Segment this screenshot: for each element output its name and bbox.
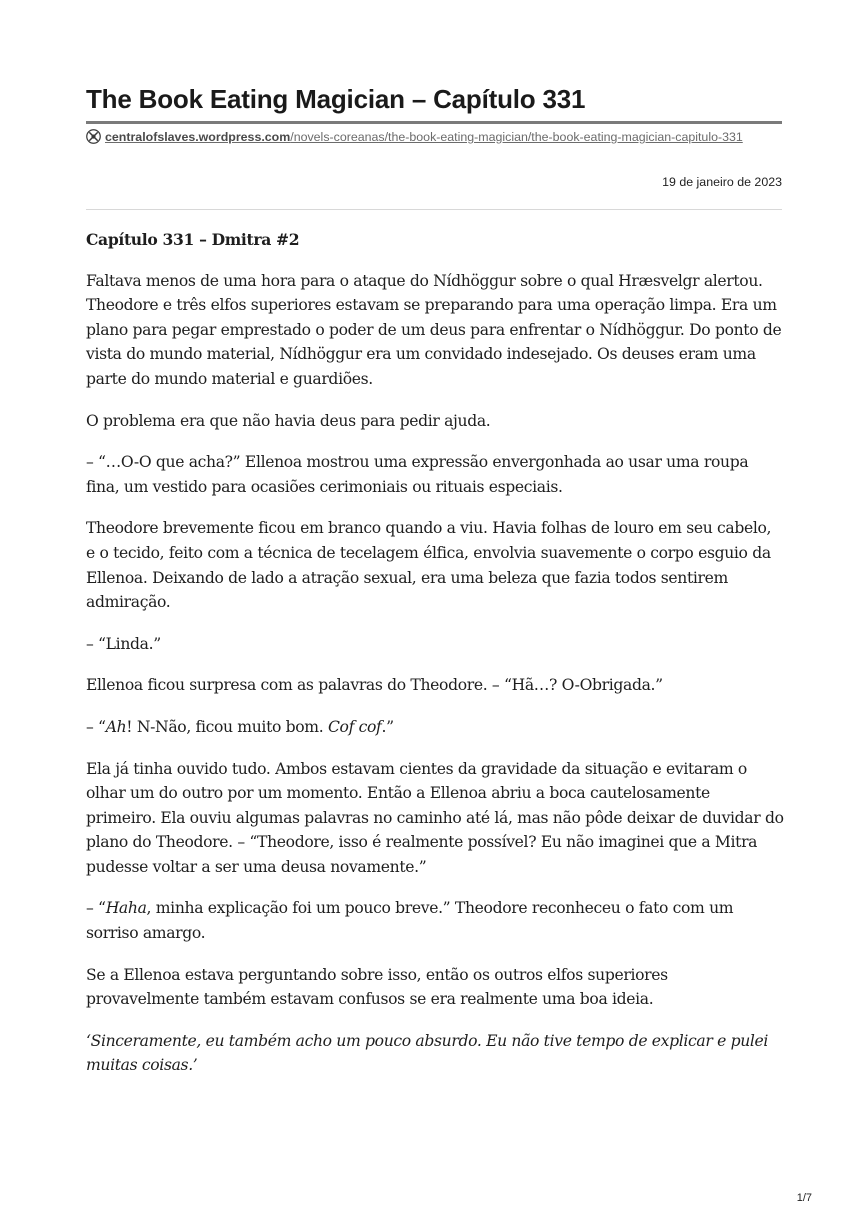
- source-path: /novels-coreanas/the-book-eating-magician/the-book-eating-magician-capitulo-331: [290, 130, 743, 144]
- source-url-link[interactable]: [105, 130, 743, 144]
- paragraph-7: [86, 715, 784, 740]
- p7-emphasis-1: Ah: [105, 717, 127, 736]
- site-favicon-icon: [86, 129, 101, 144]
- chapter-heading: Capítulo 331 – Dmitra #2: [86, 230, 300, 249]
- source-line: [86, 129, 776, 146]
- p9-suffix: , minha explicação foi um pouco breve.” Theodore reconheceu o fato com um sorriso amargo.: [86, 899, 734, 943]
- paragraph-1: Faltava menos de uma hora para o ataque do Nídhöggur sobre o qual Hræsvelgr alertou. Theodore e três elfos superiores estavam se preparando para uma operação limpa. Era um plano para pegar emprestado o poder de um deus para enfrentar o Nídhöggur. Do ponto de vista do mundo material, Nídhöggur era um convidado indesejado. Os deuses eram uma parte do mundo material e guardiões.: [86, 271, 782, 388]
- title-divider: [86, 121, 782, 124]
- publish-date: 19 de janeiro de 2023: [662, 175, 782, 189]
- p7-middle: ! N-Não, ficou muito bom.: [126, 717, 328, 736]
- p7-prefix: – “: [86, 717, 106, 736]
- p7-suffix: .”: [381, 717, 394, 736]
- paragraph-10: Se a Ellenoa estava perguntando sobre isso, então os outros elfos superiores provavelmente também estavam confusos se era realmente uma boa ideia.: [86, 965, 668, 1009]
- paragraph-5: – “Linda.”: [86, 634, 161, 653]
- paragraph-2: O problema era que não havia deus para pedir ajuda.: [86, 411, 491, 430]
- paragraph-9: [86, 896, 784, 945]
- p9-prefix: – “: [86, 899, 106, 918]
- p7-emphasis-2: Cof cof: [327, 717, 382, 736]
- header-divider: [86, 209, 782, 210]
- p11-thought: ‘Sinceramente, eu também acho um pouco absurdo. Eu não tive tempo de explicar e pulei muitas coisas.’: [86, 1031, 769, 1075]
- paragraph-3: – “…O-O que acha?” Ellenoa mostrou uma expressão envergonhada ao usar uma roupa fina, um vestido para ocasiões cerimoniais ou rituais especiais.: [86, 453, 749, 496]
- paragraph-6: Ellenoa ficou surpresa com as palavras do Theodore. – “Hã…? O-Obrigada.”: [86, 676, 663, 695]
- page-number: 1/7: [796, 1192, 812, 1204]
- p9-emphasis: Haha: [105, 899, 147, 918]
- article-body: [86, 228, 784, 1095]
- paragraph-4: Theodore brevemente ficou em branco quando a viu. Havia folhas de louro em seu cabelo, e o tecido, feito com a técnica de tecelagem élfica, envolvia suavemente o corpo esguio da Ellenoa. Deixando de lado a atração sexual, era uma beleza que fazia todos sentirem admiração.: [86, 519, 772, 612]
- paragraph-11: [86, 1029, 784, 1078]
- source-domain: centralofslaves.wordpress.com: [105, 130, 291, 144]
- paragraph-8: Ela já tinha ouvido tudo. Ambos estavam cientes da gravidade da situação e evitaram o olhar um do outro por um momento. Então a Ellenoa abriu a boca cautelosamente primeiro. Ela ouviu algumas palavras no caminho até lá, mas não pôde deixar de duvidar do plano do Theodore. – “Theodore, isso é realmente possível? Eu não imaginei que a Mitra pudesse voltar a ser uma deusa novamente.”: [86, 759, 784, 876]
- page-title: The Book Eating Magician – Capítulo 331: [86, 84, 586, 114]
